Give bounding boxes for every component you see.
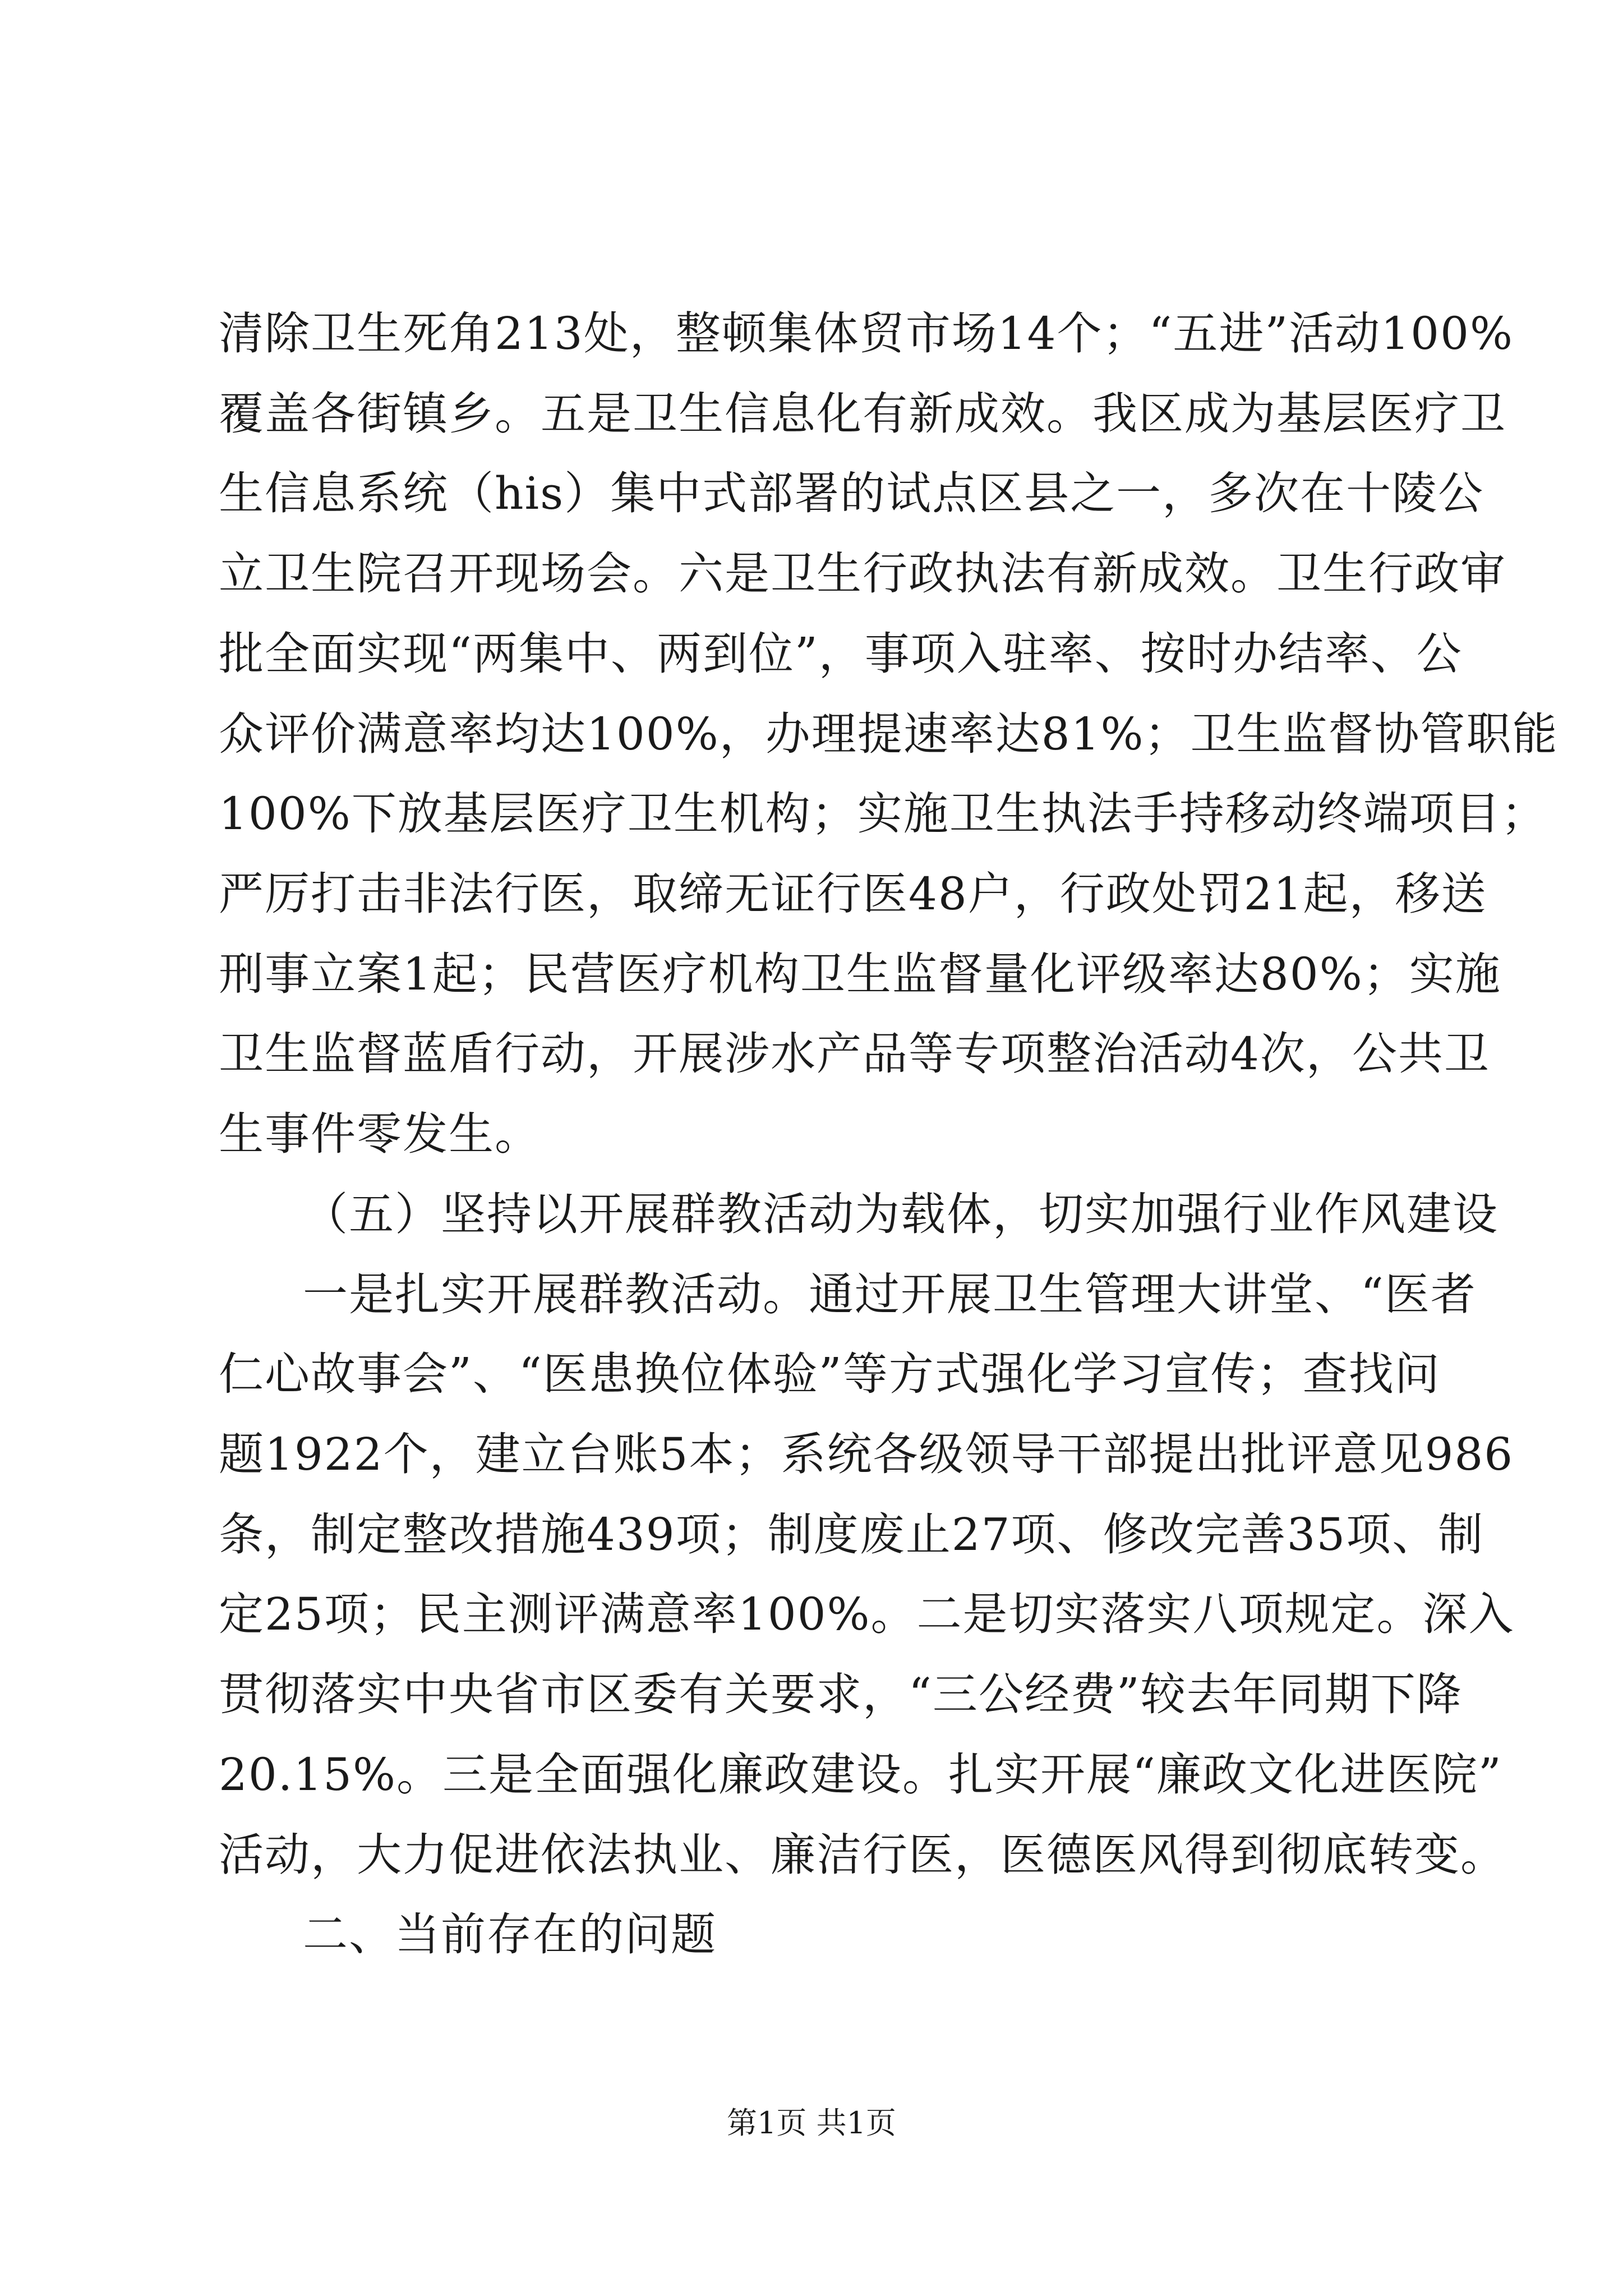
body-text-line: 覆盖各街镇乡。五是卫生信息化有新成效。我区成为基层医疗卫: [219, 388, 1506, 440]
body-text-line: 众评价满意率均达100%，办理提速率达81%；卫生监督协管职能: [219, 708, 1559, 760]
body-text-line: 清除卫生死角213处，整顿集体贸市场14个；“五进”活动100%: [219, 307, 1514, 360]
section-heading: 二、当前存在的问题: [303, 1908, 717, 1961]
body-text-line: 一是扎实开展群教活动。通过开展卫生管理大讲堂、“医者: [303, 1268, 1477, 1320]
body-text-line: 生事件零发生。: [219, 1108, 541, 1160]
body-text-line: 题1922个，建立台账5本；系统各级领导干部提出批评意见986: [219, 1428, 1514, 1480]
body-text-line: 20.15%。三是全面强化廉政建设。扎实开展“廉政文化进医院”: [219, 1749, 1502, 1801]
page-footer: 第1页 共1页: [727, 2105, 896, 2141]
body-text-line: 立卫生院召开现场会。六是卫生行政执法有新成效。卫生行政审: [219, 547, 1506, 600]
body-text-line: 条，制定整改措施439项；制度废止27项、修改完善35项、制: [219, 1508, 1484, 1561]
body-text-line: 贯彻落实中央省市区委有关要求，“三公经费”较去年同期下降: [219, 1668, 1463, 1720]
body-text-line: 刑事立案1起；民营医疗机构卫生监督量化评级率达80%；实施: [219, 948, 1501, 1000]
body-text-line: 严厉打击非法行医，取缔无证行医48户，行政处罚21起，移送: [219, 868, 1487, 920]
body-text-line: 生信息系统（his）集中式部署的试点区县之一，多次在十陵公: [219, 467, 1484, 519]
body-text-line: 卫生监督蓝盾行动，开展涉水产品等专项整治活动4次，公共卫: [219, 1028, 1490, 1080]
section-heading: （五）坚持以开展群教活动为载体，切实加强行业作风建设: [303, 1188, 1498, 1240]
body-text-line: 仁心故事会”、“医患换位体验”等方式强化学习宣传；查找问: [219, 1348, 1441, 1400]
body-text-line: 定25项；民主测评满意率100%。二是切实落实八项规定。深入: [219, 1588, 1515, 1640]
body-text-line: 100%下放基层医疗卫生机构；实施卫生执法手持移动终端项目；: [219, 788, 1547, 840]
body-text-line: 批全面实现“两集中、两到位”，事项入驻率、按时办结率、公: [219, 628, 1463, 680]
body-text-line: 活动，大力促进依法执业、廉洁行医，医德医风得到彻底转变。: [219, 1829, 1506, 1881]
